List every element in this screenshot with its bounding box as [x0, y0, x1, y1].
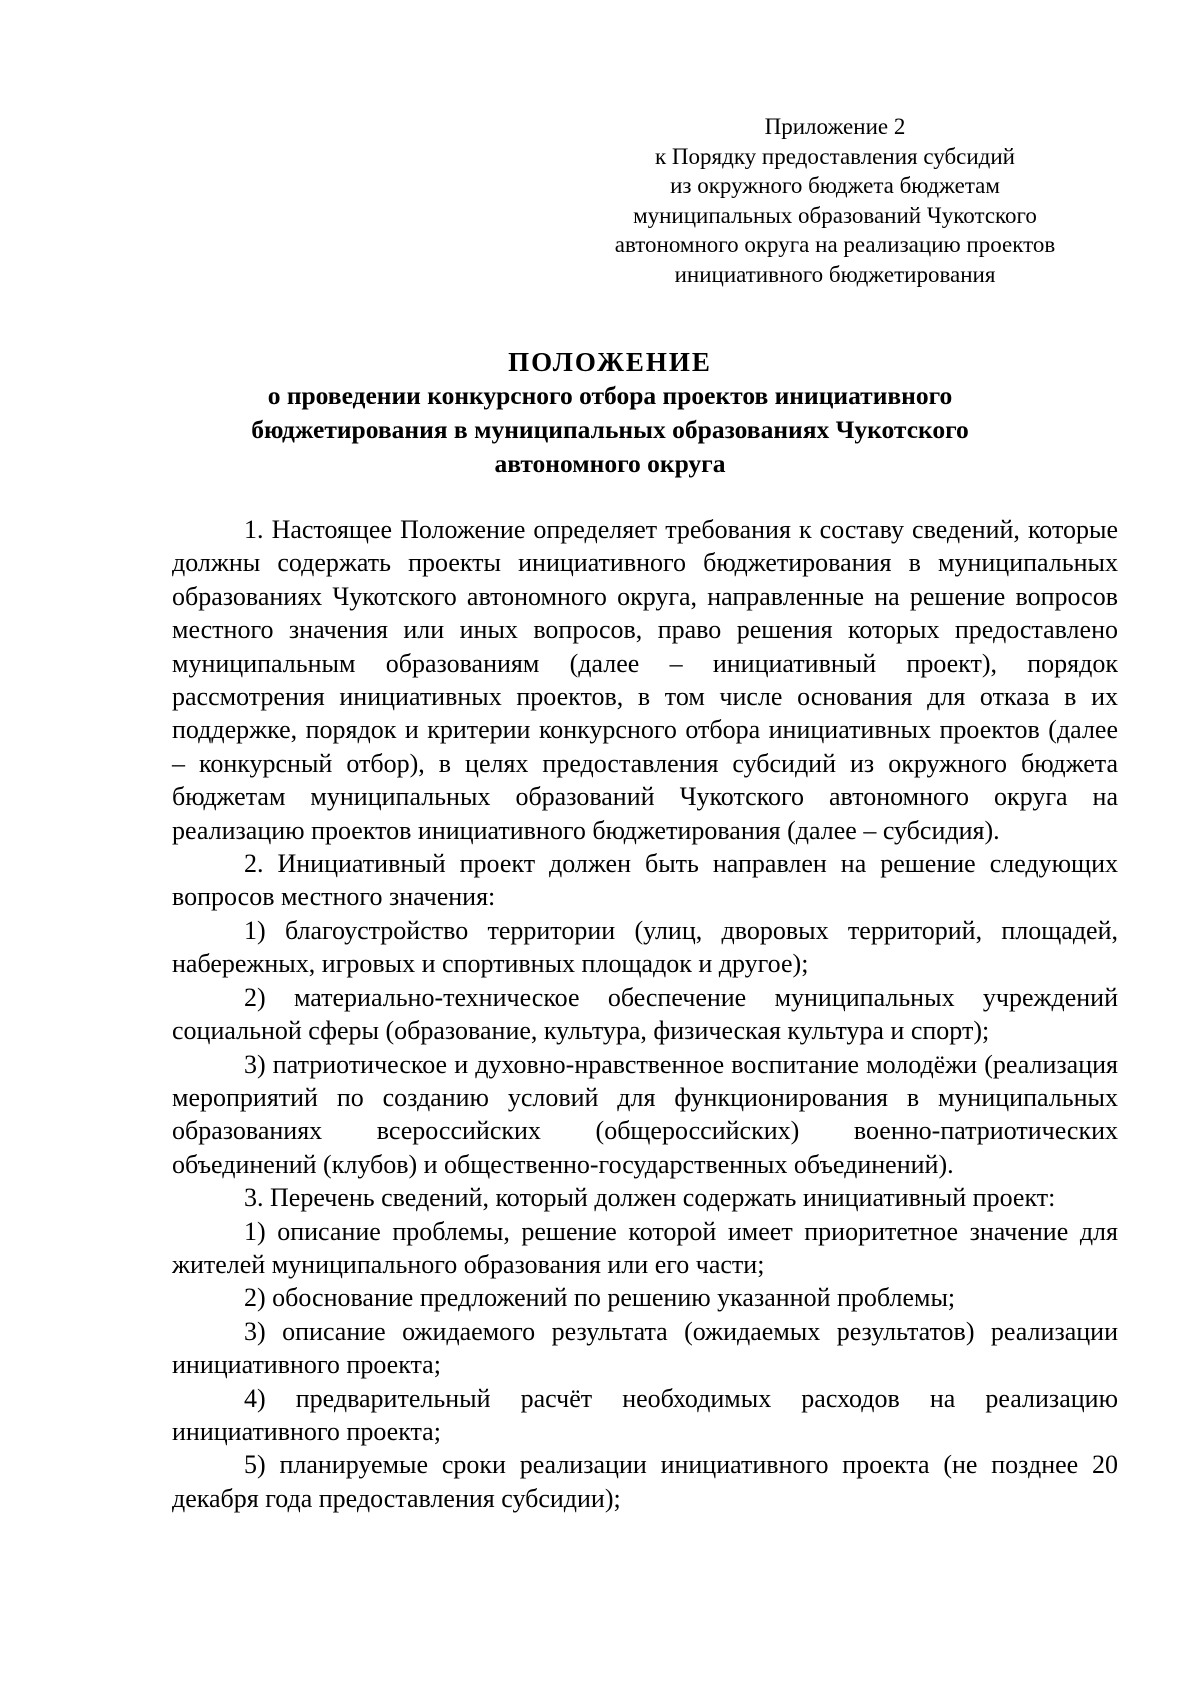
subtitle-line: бюджетирования в муниципальных образованиях Чукотского: [251, 415, 969, 444]
list-item: 3) патриотическое и духовно-нравственное воспитание молодёжи (реализация мероприятий по созданию условий для функционирования в муниципальных образованиях всероссийских (общероссийских) военно-патриотических объединений (клубов) и общественно-государственных объединений).: [172, 1049, 1118, 1179]
list-item: 2) материально-техническое обеспечение муниципальных учреждений социальной сферы (образование, культура, физическая культура и спорт);: [172, 982, 1118, 1046]
appendix-line: автономного округа на реализацию проектов: [614, 232, 1056, 257]
paragraph: 1. Настоящее Положение определяет требования к составу сведений, которые должны содержать проекты инициативного бюджетирования в муниципальных образованиях Чукотского автономного округа, направленные на решение вопросов местного значения или иных вопросов, право решения которых предоставлено муниципальным образованиям (далее – инициативный проект), порядок рассмотрения инициативных проектов, в том числе основания для отказа в их поддержке, порядок и критерии конкурсного отбора инициативных проектов (далее – конкурсный отбор), в целях предоставления субсидий из окружного бюджета бюджетам муниципальных образований Чукотского автономного округа на реализацию проектов инициативного бюджетирования (далее – субсидия).: [172, 515, 1118, 845]
document-subtitle: [170, 379, 1050, 481]
paragraph: 2. Инициативный проект должен быть направлен на решение следующих вопросов местного значения:: [172, 849, 1118, 912]
paragraph: 3. Перечень сведений, который должен содержать инициативный проект:: [244, 1183, 1056, 1213]
appendix-line: муниципальных образований Чукотского: [633, 202, 1037, 228]
subtitle-line: о проведении конкурсного отбора проектов инициативного: [267, 381, 953, 410]
appendix-line: инициативного бюджетирования: [674, 261, 996, 287]
list-item: 1) благоустройство территории (улиц, дворовых территорий, площадей, набережных, игровых и спортивных площадок и другое);: [172, 915, 1118, 979]
document-body: [172, 513, 1118, 1515]
appendix-line: к Порядку предоставления субсидий: [655, 143, 1015, 169]
appendix-line: Приложение 2: [764, 114, 906, 139]
list-item: 4) предварительный расчёт необходимых расходов на реализацию инициативного проекта;: [172, 1383, 1118, 1446]
list-item: 5) планируемые сроки реализации инициативного проекта (не позднее 20 декабря года предоставления субсидии);: [172, 1450, 1118, 1513]
list-item: 3) описание ожидаемого результата (ожидаемых результатов) реализации инициативного проекта;: [172, 1316, 1118, 1380]
subtitle-line: автономного округа: [494, 449, 726, 478]
document-title: ПОЛОЖЕНИЕ: [508, 347, 712, 377]
appendix-line: из окружного бюджета бюджетам: [670, 173, 1000, 198]
appendix-note: [590, 112, 1080, 289]
list-item: 1) описание проблемы, решение которой имеет приоритетное значение для жителей муниципального образования или его части;: [172, 1216, 1118, 1279]
document-heading: [170, 345, 1050, 481]
list-item: 2) обоснование предложений по решению указанной проблемы;: [244, 1283, 956, 1313]
